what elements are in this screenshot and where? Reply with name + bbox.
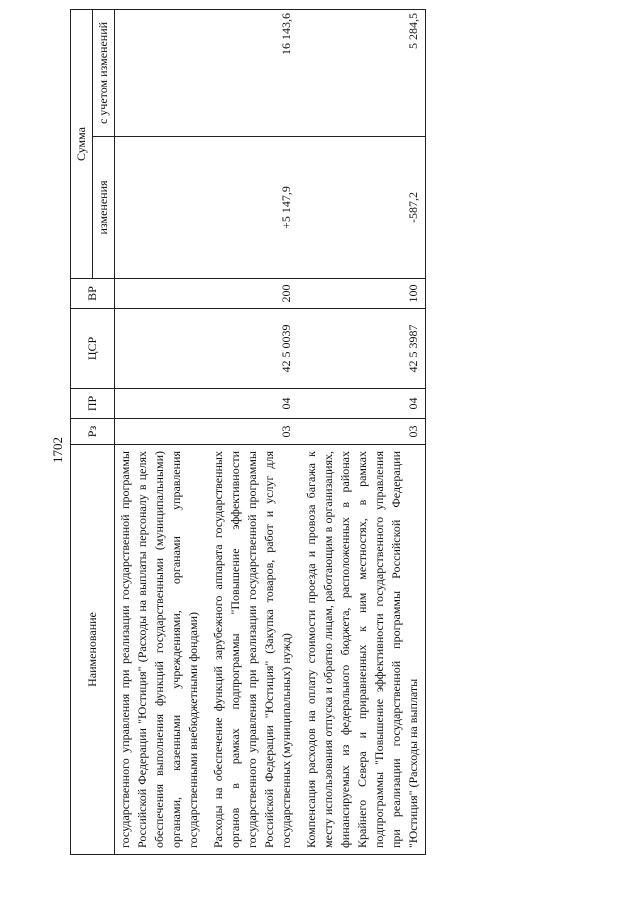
vr-cell [115, 279, 426, 309]
header-pr: ПР [71, 389, 115, 419]
row-name: государственного управления при реализации государственной программы Российской Федерации "Юстиция" (Расходы на выплаты персоналу в целях обеспечения выполнения функций государственными (муниципальными) органами, казенными учреждениями, органами управления государственными внебюджетными фондами) [118, 451, 200, 848]
row-name: Компенсация расходов на оплату стоимости проезда и провоза багажа к месту использования отпуска и обратно лицам, работающим в организациях, финансируемых из федерального бюджета, расположенных в районах Крайнего Севера и приравненных к ним местностях, в рамках подпрограммы "Повышение эффективности государственного управления при реализации государственной программы Российской Федерации "Юстиция" (Расходы на выплаты [304, 451, 420, 848]
rotated-page [70, 10, 610, 855]
header-csr: ЦСР [71, 309, 115, 389]
rz-value: 03 [406, 425, 420, 438]
row-name: Расходы на обеспечение функций зарубежного аппарата государственных органов в рамках подпрограммы "Повышение эффективности государственного управления при реализации государственной программы Российской Федерации "Юстиция" (Закупка товаров, работ и услуг для государственных (муниципальных) нужд) [211, 451, 293, 848]
header-sum: Сумма [71, 9, 93, 278]
pr-cell [115, 389, 426, 419]
vr-value: 100 [406, 284, 420, 303]
change-value: +5 147,9 [279, 186, 293, 229]
change-cell [115, 137, 426, 279]
with-changes-value: 16 143,6 [279, 12, 293, 55]
row-name-cell [115, 445, 426, 855]
rz-value: 03 [279, 425, 293, 438]
change-value: -587,2 [406, 192, 420, 223]
header-with-changes: с учетом изменений [93, 9, 115, 136]
header-name: Наименование [71, 445, 115, 855]
csr-value: 42 5 0039 [279, 324, 293, 373]
csr-cell [115, 309, 426, 389]
header-rz: Рз [71, 419, 115, 445]
page-number: 1702 [50, 437, 65, 463]
pr-value: 04 [406, 397, 420, 410]
with-changes-cell [115, 9, 426, 136]
table-row [115, 9, 426, 854]
csr-value: 42 5 3987 [406, 324, 420, 373]
pr-value: 04 [279, 397, 293, 410]
with-changes-value: 5 284,5 [406, 12, 420, 49]
header-vr: ВР [71, 279, 115, 309]
header-row-1 [71, 9, 93, 854]
budget-table [70, 9, 426, 855]
rz-cell [115, 419, 426, 445]
header-change: изменения [93, 137, 115, 279]
vr-value: 200 [279, 284, 293, 303]
